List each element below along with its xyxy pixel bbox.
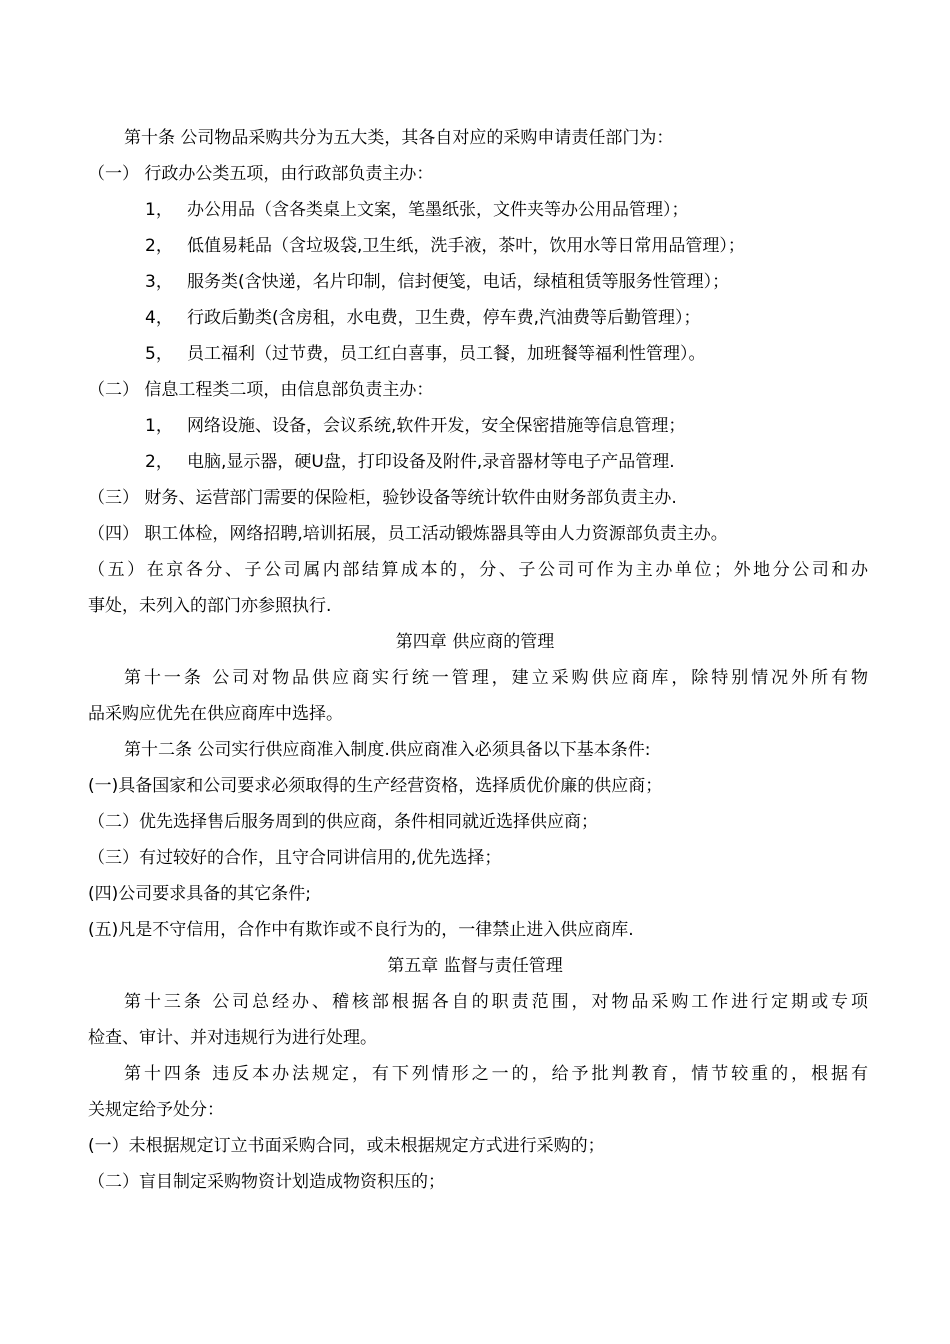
article-11-line: 第十一条 公司对物品供应商实行统一管理，建立采购供应商库，除特别情况外所有物 — [124, 668, 868, 688]
chapter-5-title: 第五章 监督与责任管理 — [387, 956, 563, 976]
supplier-condition: （三）有过较好的合作，且守合同讲信用的,优先选择； — [88, 848, 502, 868]
category-1-item — [145, 342, 925, 366]
category-1: （一） 行政办公类五项，由行政部负责主办： — [88, 164, 434, 184]
item-text: 办公用品（含各类桌上文案，笔墨纸张，文件夹等办公用品管理）； — [187, 200, 689, 220]
category-2-item — [145, 414, 925, 438]
category-1-item — [145, 198, 925, 222]
article-13-line: 检查、审计、并对违规行为进行处理。 — [88, 1028, 377, 1048]
category-2: （二） 信息工程类二项，由信息部负责主办： — [88, 380, 434, 400]
article-13-line: 第十三条 公司总经办、稽核部根据各自的职责范围，对物品采购工作进行定期或专项 — [124, 992, 868, 1012]
item-number: 4， — [145, 308, 173, 328]
article-14-line: 关规定给予处分： — [88, 1100, 224, 1120]
category-1-item — [145, 234, 925, 258]
article-14-line: 第十四条 违反本办法规定，有下列情形之一的，给予批判教育，情节较重的，根据有 — [124, 1064, 868, 1084]
supplier-condition: (一)具备国家和公司要求必须取得的生产经营资格，选择质优价廉的供应商； — [88, 776, 663, 796]
item-text: 行政后勤类(含房租，水电费，卫生费，停车费,汽油费等后勤管理）； — [187, 308, 701, 328]
item-number: 2， — [145, 452, 173, 472]
category-1-item — [145, 306, 925, 330]
article-12: 第十二条 公司实行供应商准入制度.供应商准入必须具备以下基本条件: — [124, 740, 651, 760]
category-1-item — [145, 270, 925, 294]
violation-item: （二）盲目制定采购物资计划造成物资积压的； — [88, 1172, 445, 1192]
item-text: 服务类(含快递，名片印制，信封便笺，电话，绿植租赁等服务性管理）； — [187, 272, 730, 292]
item-text: 低值易耗品（含垃圾袋,卫生纸，洗手液，茶叶，饮用水等日常用品管理）； — [187, 236, 745, 256]
category-3: （三） 财务、运营部门需要的保险柜，验钞设备等统计软件由财务部负责主办. — [88, 488, 677, 508]
item-number: 1， — [145, 200, 173, 220]
item-text: 电脑,显示器，硬U盘，打印设备及附件,录音器材等电子产品管理. — [187, 452, 675, 472]
supplier-condition: （二）优先选择售后服务周到的供应商，条件相同就近选择供应商； — [88, 812, 598, 832]
item-number: 1， — [145, 416, 173, 436]
item-text: 网络设施、设备，会议系统,软件开发，安全保密措施等信息管理； — [187, 416, 686, 436]
category-4: （四） 职工体检，网络招聘,培训拓展，员工活动锻炼器具等由人力资源部负责主办。 — [88, 524, 728, 544]
supplier-condition: (五)凡是不守信用，合作中有欺诈或不良行为的，一律禁止进入供应商库. — [88, 920, 634, 940]
category-5-line: （五）在京各分、子公司属内部结算成本的，分、子公司可作为主办单位；外地分公司和办 — [88, 560, 868, 580]
violation-item: (一）未根据规定订立书面采购合同，或未根据规定方式进行采购的； — [88, 1136, 605, 1156]
article-10-header: 第十条 公司物品采购共分为五大类，其各自对应的采购申请责任部门为： — [124, 128, 674, 148]
category-2-item — [145, 450, 925, 474]
supplier-condition: (四)公司要求具备的其它条件; — [88, 884, 311, 904]
category-5-line: 事处，未列入的部门亦参照执行. — [88, 596, 332, 616]
item-number: 3， — [145, 272, 173, 292]
item-text: 员工福利（过节费，员工红白喜事，员工餐，加班餐等福利性管理）。 — [187, 344, 706, 364]
item-number: 5， — [145, 344, 173, 364]
chapter-4-title: 第四章 供应商的管理 — [395, 632, 555, 652]
item-number: 2， — [145, 236, 173, 256]
article-11-line: 品采购应优先在供应商库中选择。 — [88, 704, 343, 724]
